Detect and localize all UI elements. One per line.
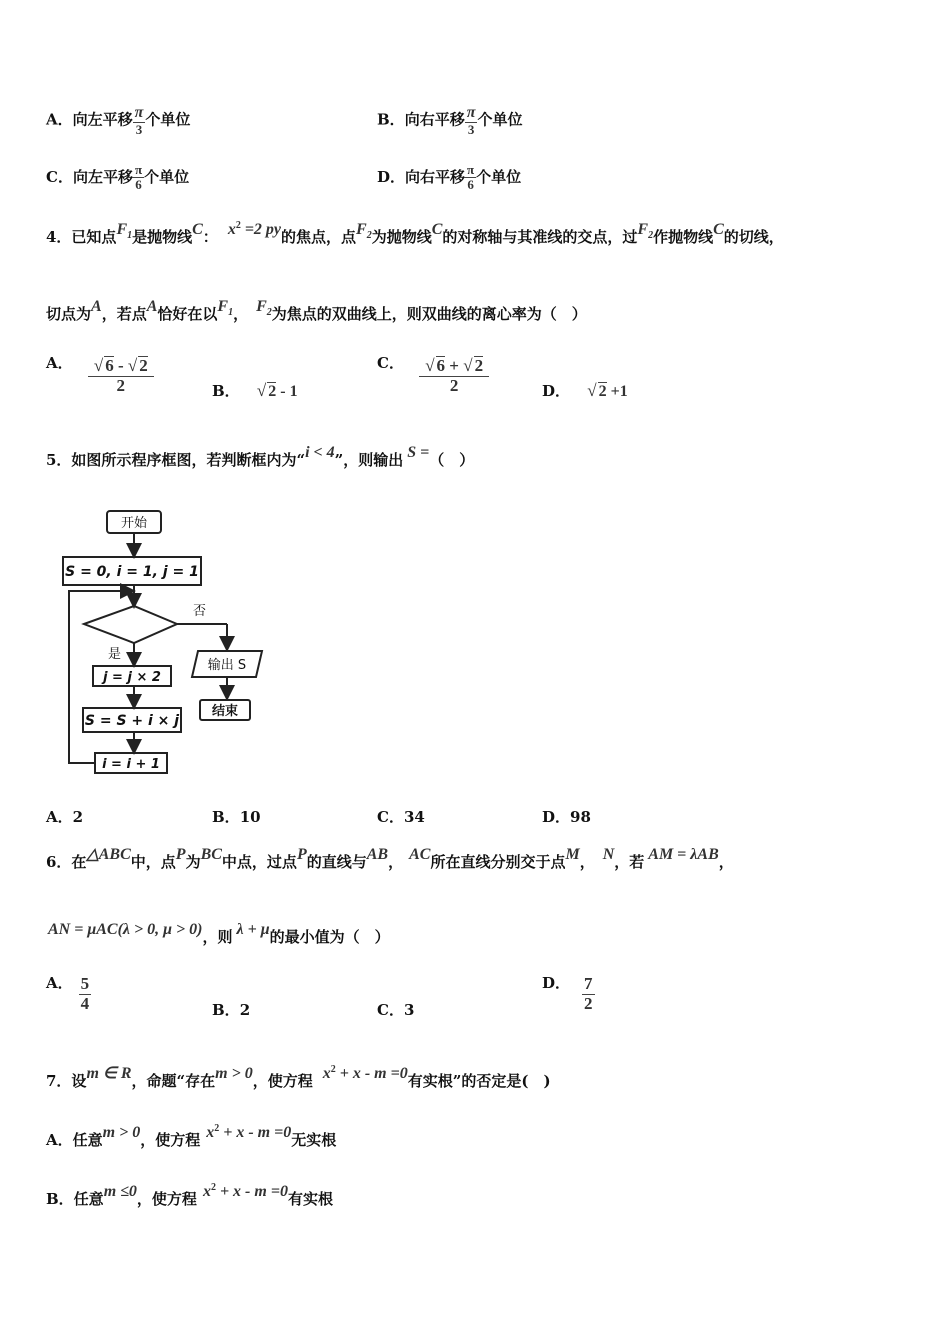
q5-option-c[interactable]: C．34 [377, 808, 425, 826]
q7-option-a[interactable]: A．任意m > 0，使方程 $x^2 + x - m =0$无实根 [46, 1123, 337, 1149]
q5-option-d[interactable]: D．98 [542, 808, 591, 826]
q5-stem: 5．如图所示程序框图，若判断框内为“i < 4”，则输出 S =（ ） [46, 444, 475, 469]
fraction: $\frac{\pi}{3}$ [134, 104, 144, 137]
q4-stem-line1: 4．已知点$F^1$是抛物线C： $x^2 =2$ py的焦点，点$F^2$为抛物线C的对称轴与其准线的交点，过$F^2$作抛物线C的切线， [46, 220, 784, 246]
output-label: 输出 S [207, 658, 247, 673]
q5-option-a[interactable]: A．2 [46, 808, 84, 826]
fraction: $\frac{5}{4}$ [80, 974, 90, 1013]
yes-label: 是 [108, 647, 122, 662]
q4-option-c[interactable]: C． $\frac{√ 6 + √ 2}{2}$ [377, 356, 489, 395]
fraction: $\frac{√ 6 - √ 2}{2}$ [88, 356, 154, 395]
q6-stem-line1: 6．在△ABC中，点P为BC中点，过点P的直线与AB， AC所在直线分别交于点M， N，若 AM = λAB， [46, 846, 734, 871]
fraction: $\frac{√ 6 + √ 2}{2}$ [419, 356, 489, 395]
no-label: 否 [193, 604, 207, 619]
step1-label: j = j × 2 [103, 670, 161, 685]
flowchart [55, 505, 285, 790]
fraction: $\frac{\pi}{6}$ [467, 162, 475, 193]
decision-diamond [84, 606, 177, 643]
fraction: $\frac{\pi}{3}$ [466, 104, 476, 137]
q3-option-b[interactable]: B．向右平移 $\frac{\pi}{3}$ 个单位 [377, 104, 523, 137]
end-label: 结束 [211, 704, 239, 719]
q6-option-c[interactable]: C．3 [377, 1001, 415, 1019]
init-label: S = 0, i = 1, j = 1 [65, 564, 199, 580]
q6-stem-line2: AN = μAC(λ > 0, μ > 0)，则 λ + μ的最小值为（ ） [48, 921, 390, 946]
q4-option-a[interactable]: A． $\frac{√ 6 - √ 2}{2}$ [46, 356, 154, 395]
q4-option-b[interactable]: B． √ 2 - 1 [212, 381, 298, 400]
q3-option-c[interactable]: C．向左平移 $\frac{\pi}{6}$ 个单位 [46, 162, 190, 193]
q4-option-d[interactable]: D． √ 2 +1 [542, 381, 628, 400]
q6-option-d[interactable]: D． $\frac{7}{2}$ [542, 974, 593, 1013]
q3-option-d[interactable]: D．向右平移 $\frac{\pi}{6}$ 个单位 [377, 162, 522, 193]
step3-label: i = i + 1 [102, 757, 160, 772]
step2-label: S = S + i × j [84, 713, 180, 729]
start-label: 开始 [120, 516, 148, 531]
fraction: $\frac{7}{2}$ [584, 974, 593, 1013]
fraction: $\frac{\pi}{6}$ [134, 162, 143, 193]
q3-option-a[interactable]: A．向左平移 $\frac{\pi}{3}$ 个单位 [46, 104, 191, 137]
q5-option-b[interactable]: B．10 [212, 808, 261, 826]
q7-option-b[interactable]: B．任意m ≤0，使方程 $x^2 + x - m =0$有实根 [46, 1182, 333, 1208]
q6-option-b[interactable]: B．2 [212, 1001, 251, 1019]
q4-stem-line2: 切点为A，若点A恰好在以$F^1$， $F^2$为焦点的双曲线上，则双曲线的离心率为（ ） [46, 298, 587, 323]
q6-option-a[interactable]: A． $\frac{5}{4}$ [46, 974, 90, 1013]
q7-stem: 7．设m ∈ R，命题“存在m > 0，使方程 $x^2 + x - m =0$有实根”的否定是( ) [46, 1064, 551, 1090]
